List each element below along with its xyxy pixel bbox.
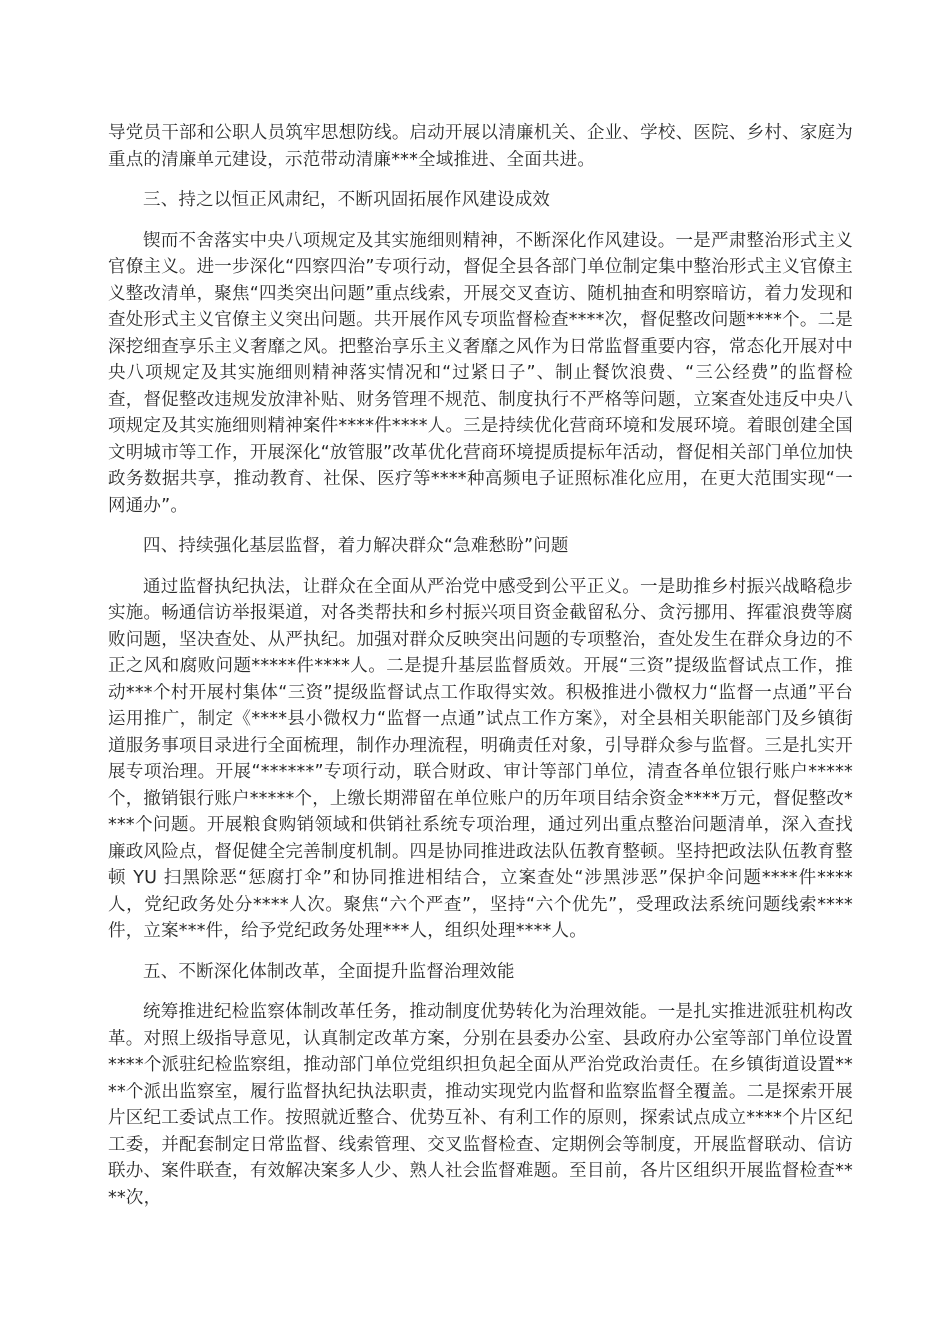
paragraph-continued: 导党员干部和公职人员筑牢思想防线。启动开展以清廉机关、企业、学校、医院、乡村、家庭为重点的清廉单元建设，示范带动清廉***全域推进、全面共进。 xyxy=(108,123,853,170)
document-page xyxy=(108,120,853,1211)
section-body-4: 通过监督执纪执法，让群众在全面从严治党中感受到公平正义。一是助推乡村振兴战略稳步实施。畅通信访举报渠道，对各类帮扶和乡村振兴项目资金截留私分、贪污挪用、挥霍浪费等腐败问题，坚决查处、从严执纪。加强对群众反映突出问题的专项整治，查处发生在群众身边的不正之风和腐败问题*****件****人。二是提升基层监督质效。开展“三资”提级监督试点工作，推动***个村开展村集体“三资”提级监督试点工作取得实效。积极推进小微权力“监督一点通”平台运用推广，制定《****县小微权力“监督一点通”试点工作方案》，对全县相关职能部门及乡镇街道服务事项目录进行全面梳理，制作办理流程，明确责任对象，引导群众参与监督。三是扎实开展专项治理。开展“******”专项行动，联合财政、审计等部门单位，清查各单位银行账户*****个，撤销银行账户*****个，上缴长期滞留在单位账户的历年项目结余资金****万元，督促整改****个问题。开展粮食购销领域和供销社系统专项治理，通过列出重点整治问题清单，深入查找廉政风险点，督促健全完善制度机制。四是协同推进政法队伍教育整顿。坚持把政法队伍教育整顿 YU 扫黑除恶“惩腐打伞”和协同推进相结合，立案查处“涉黑涉恶”保护伞问题****件****人，党纪政务处分****人次。聚焦“六个严查”，坚持“六个优先”，受理政法系统问题线索****件，立案***件，给予党纪政务处理***人，组织处理****人。 xyxy=(108,576,853,941)
section-body-5: 统筹推进纪检监察体制改革任务，推动制度优势转化为治理效能。一是扎实推进派驻机构改革。对照上级指导意见，认真制定改革方案，分别在县委办公室、县政府办公室等部门单位设置****个派驻纪检监察组，推动部门单位党组织担负起全面从严治党政治责任。在乡镇街道设置****个派出监察室，履行监督执纪执法职责，推动实现党内监督和监察监督全覆盖。二是探索开展片区纪工委试点工作。按照就近整合、优势互补、有利工作的原则，探索试点成立****个片区纪工委，并配套制定日常监督、线索管理、交叉监督检查、定期例会等制度，开展监督联动、信访联办、案件联查，有效解决案多人少、熟人社会监督难题。至目前，各片区组织开展监督检查****次， xyxy=(108,1002,853,1208)
section-heading-5: 五、不断深化体制改革，全面提升监督治理效能 xyxy=(143,961,515,982)
paragraph-gap xyxy=(108,560,853,574)
paragraph-gap xyxy=(108,214,853,228)
paragraph-gap xyxy=(108,173,853,187)
paragraph-gap xyxy=(108,985,853,999)
paragraph-gap xyxy=(108,519,853,533)
section-heading-4: 四、持续强化基层监督，着力解决群众“急难愁盼”问题 xyxy=(143,536,569,556)
paragraph-gap xyxy=(108,945,853,959)
section-heading-3: 三、持之以恒正风肃纪，不断巩固拓展作风建设成效 xyxy=(143,190,551,210)
section-body-3: 锲而不舍落实中央八项规定及其实施细则精神，不断深化作风建设。一是严肃整治形式主义官僚主义。进一步深化“四察四治”专项行动，督促全县各部门单位制定集中整治形式主义官僚主义整改清单，聚焦“四类突出问题”重点线索，开展交叉查访、随机抽查和明察暗访，着力发现和查处形式主义官僚主义突出问题。共开展作风专项监督检查****次，督促整改问题****个。二是深挖细查享乐主义奢靡之风。把整治享乐主义奢靡之风作为日常监督重要内容，常态化开展对中央八项规定及其实施细则精神落实情况和“过紧日子”、制止餐饮浪费、“三公经费”的监督检查，督促整改违规发放津补贴、财务管理不规范、制度执行不严格等问题，立案查处违反中央八项规定及其实施细则精神案件****件****人。三是持续优化营商环境和发展环境。着眼创建全国文明城市等工作，开展深化“放管服”改革优化营商环境提质提标年活动，督促相关部门单位加快政务数据共享，推动教育、社保、医疗等****种高频电子证照标准化应用，在更大范围实现“一网通办”。 xyxy=(108,230,853,516)
